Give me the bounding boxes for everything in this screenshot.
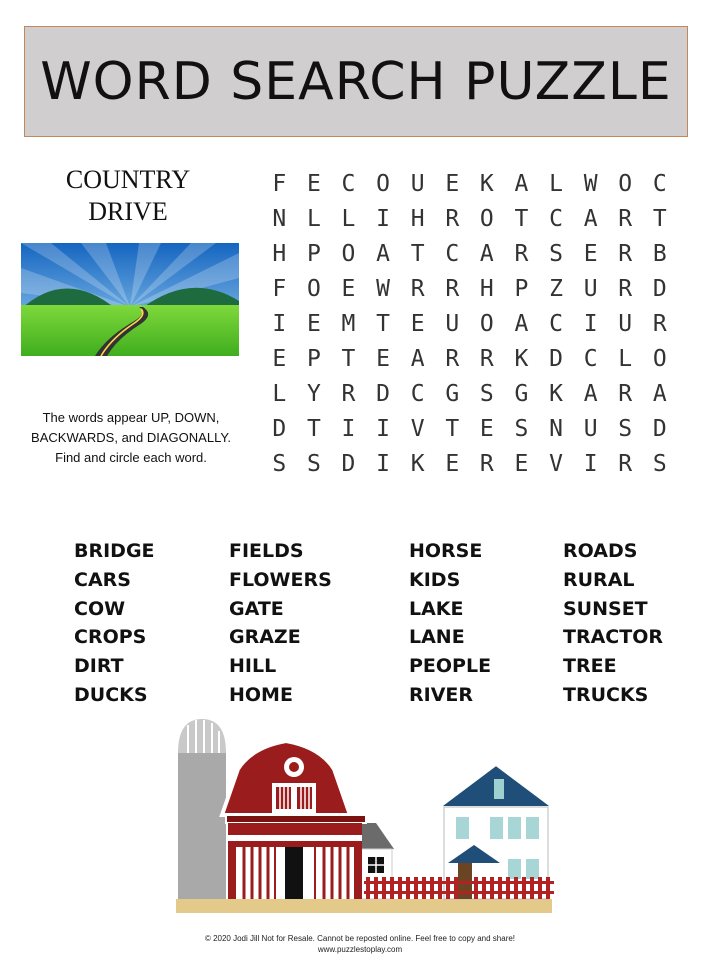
grid-row xyxy=(262,341,677,376)
grid-letter[interactable]: H xyxy=(479,275,494,302)
grid-row xyxy=(262,306,677,341)
ground xyxy=(176,899,552,913)
grid-letter[interactable]: T xyxy=(306,416,321,443)
grid-row xyxy=(262,271,677,306)
grid-letter[interactable]: D xyxy=(341,451,356,478)
search-word: LAKE xyxy=(409,597,464,620)
grid-letter[interactable]: R xyxy=(445,275,460,302)
search-word: HOME xyxy=(229,683,293,706)
grid-letter[interactable]: C xyxy=(583,346,598,373)
grid-letter[interactable]: A xyxy=(652,381,667,408)
grid-letter[interactable]: R xyxy=(514,240,529,267)
grid-letter[interactable]: S xyxy=(652,451,667,478)
grid-letter[interactable]: T xyxy=(341,346,356,373)
grid-letter[interactable]: P xyxy=(306,346,321,373)
search-word: RIVER xyxy=(409,683,474,706)
search-word: HILL xyxy=(229,655,277,678)
grid-letter[interactable]: E xyxy=(376,346,390,373)
grid-letter[interactable]: E xyxy=(583,240,598,267)
grid-letter[interactable]: E xyxy=(272,346,287,373)
grid-letter[interactable]: O xyxy=(652,346,667,373)
grid-letter[interactable]: C xyxy=(445,240,460,267)
grid-letter[interactable]: O xyxy=(341,240,356,267)
grid-row xyxy=(262,201,677,236)
grid-letter[interactable]: T xyxy=(514,205,529,232)
grid-letter[interactable]: U xyxy=(583,275,598,302)
grid-letter[interactable]: R xyxy=(618,205,633,232)
search-word: LANE xyxy=(409,626,465,649)
footer xyxy=(0,933,720,955)
grid-letter[interactable]: W xyxy=(376,275,390,302)
search-word: TRUCKS xyxy=(563,683,649,706)
search-word: PEOPLE xyxy=(409,655,492,678)
grid-letter[interactable]: H xyxy=(410,205,425,232)
grid-letter[interactable]: I xyxy=(341,416,356,443)
grid-letter[interactable]: E xyxy=(479,416,494,443)
grid-letter[interactable]: E xyxy=(445,170,460,197)
grid-letter[interactable]: G xyxy=(514,381,529,408)
title-banner xyxy=(24,26,688,137)
letter-grid xyxy=(262,166,677,482)
grid-letter[interactable]: D xyxy=(272,416,287,443)
search-word: TREE xyxy=(563,655,617,678)
search-word: DIRT xyxy=(74,655,124,678)
country-road-illustration xyxy=(21,243,239,356)
search-word: COW xyxy=(74,597,126,620)
grid-letter[interactable]: A xyxy=(514,170,529,197)
grid-letter[interactable]: V xyxy=(410,416,425,443)
grid-letter[interactable]: S xyxy=(306,451,321,478)
grid-letter[interactable]: E xyxy=(306,310,321,337)
search-word: CROPS xyxy=(74,626,147,649)
grid-letter[interactable]: C xyxy=(549,310,563,337)
grid-letter[interactable]: O xyxy=(479,205,494,232)
grid-letter[interactable]: P xyxy=(514,275,529,302)
grid-letter[interactable]: H xyxy=(272,240,287,267)
grid-row xyxy=(262,412,677,447)
grid-row xyxy=(262,447,677,482)
grid-letter[interactable]: P xyxy=(306,240,321,267)
grid-letter[interactable]: O xyxy=(479,310,494,337)
grid-letter[interactable]: C xyxy=(652,170,667,197)
grid-letter[interactable]: O xyxy=(618,170,633,197)
grid-letter[interactable]: S xyxy=(272,451,287,478)
grid-letter[interactable]: L xyxy=(272,381,287,408)
grid-letter[interactable]: U xyxy=(618,310,633,337)
grid-letter[interactable]: U xyxy=(445,310,460,337)
grid-letter[interactable]: I xyxy=(376,416,390,443)
grid-letter[interactable]: E xyxy=(306,170,321,197)
grid-letter[interactable]: I xyxy=(583,451,598,478)
grid-letter[interactable]: T xyxy=(445,416,460,443)
grid-letter[interactable]: Z xyxy=(549,275,563,302)
silo xyxy=(178,719,226,899)
grid-letter[interactable]: R xyxy=(410,275,425,302)
grid-letter[interactable]: F xyxy=(272,170,287,197)
search-word: FLOWERS xyxy=(229,568,332,591)
word-column xyxy=(74,537,234,710)
grid-letter[interactable]: T xyxy=(652,205,667,232)
grid-letter[interactable]: L xyxy=(549,170,563,197)
grid-letter[interactable]: A xyxy=(583,205,598,232)
grid-letter[interactable]: I xyxy=(376,205,390,232)
grid-letter[interactable]: S xyxy=(479,381,494,408)
grid-letter[interactable]: K xyxy=(514,346,529,373)
grid-letter[interactable]: E xyxy=(514,451,529,478)
grid-letter[interactable]: E xyxy=(410,310,425,337)
grid-letter[interactable]: L xyxy=(341,205,356,232)
search-word: TRACTOR xyxy=(563,626,663,649)
grid-letter[interactable]: N xyxy=(272,205,287,232)
word-column xyxy=(409,537,569,710)
copyright-notice: © 2020 Jodi Jill Not for Resale. Cannot be reposted online. Feel free to copy and share! xyxy=(204,934,516,943)
grid-letter[interactable]: R xyxy=(618,381,633,408)
grid-letter[interactable]: K xyxy=(410,451,425,478)
grid-letter[interactable]: R xyxy=(618,240,633,267)
grid-letter[interactable]: V xyxy=(549,451,563,478)
grid-letter[interactable]: T xyxy=(410,240,425,267)
grid-letter[interactable]: K xyxy=(479,170,494,197)
search-word: GRAZE xyxy=(229,626,301,649)
grid-letter[interactable]: E xyxy=(341,275,356,302)
grid-letter[interactable]: E xyxy=(445,451,460,478)
grid-letter[interactable]: R xyxy=(341,381,356,408)
search-word: GATE xyxy=(229,597,284,620)
grid-letter[interactable]: R xyxy=(445,346,460,373)
search-word: CARS xyxy=(74,568,131,591)
instructions-line-3: Find and circle each word. xyxy=(55,450,207,465)
word-column xyxy=(229,537,389,710)
grid-letter[interactable]: S xyxy=(618,416,633,443)
grid-letter[interactable]: R xyxy=(618,275,633,302)
instructions-line-2: BACKWARDS, and DIAGONALLY. xyxy=(31,430,231,445)
grid-letter[interactable]: O xyxy=(376,170,390,197)
grid-letter[interactable]: I xyxy=(272,310,287,337)
grid-letter[interactable]: M xyxy=(341,310,356,337)
search-word: SUNSET xyxy=(563,597,648,620)
search-word: RURAL xyxy=(563,568,635,591)
search-word: DUCKS xyxy=(74,683,148,706)
grid-letter[interactable]: A xyxy=(376,240,390,267)
theme-line-2: DRIVE xyxy=(88,197,168,226)
puzzle-theme xyxy=(28,164,228,228)
grid-letter[interactable]: A xyxy=(514,310,529,337)
grid-letter[interactable]: R xyxy=(479,346,494,373)
grid-letter[interactable]: R xyxy=(479,451,494,478)
grid-letter[interactable]: F xyxy=(272,275,287,302)
grid-letter[interactable]: D xyxy=(652,416,667,443)
grid-letter[interactable]: S xyxy=(549,240,563,267)
grid-letter[interactable]: C xyxy=(410,381,425,408)
grid-letter[interactable]: B xyxy=(652,240,667,267)
grid-letter[interactable]: I xyxy=(583,310,598,337)
grid-letter[interactable]: L xyxy=(306,205,321,232)
search-word: KIDS xyxy=(409,568,461,591)
grid-letter[interactable]: A xyxy=(583,381,598,408)
grid-letter[interactable]: L xyxy=(618,346,633,373)
grid-letter[interactable]: O xyxy=(306,275,321,302)
search-word: ROADS xyxy=(563,540,638,562)
grid-letter[interactable]: R xyxy=(618,451,633,478)
search-word: FIELDS xyxy=(229,540,304,562)
grid-letter[interactable]: A xyxy=(479,240,494,267)
grid-row xyxy=(262,377,677,412)
theme-line-1: COUNTRY xyxy=(65,165,191,194)
grid-letter[interactable]: U xyxy=(583,416,598,443)
grid-letter[interactable]: Y xyxy=(306,381,321,408)
instructions xyxy=(20,408,242,468)
grid-row xyxy=(262,166,677,201)
website-link[interactable]: www.puzzlestoplay.com xyxy=(317,945,403,954)
grid-letter[interactable]: W xyxy=(583,170,598,197)
grid-letter[interactable]: G xyxy=(445,381,460,408)
instructions-line-1: The words appear UP, DOWN, xyxy=(42,410,220,425)
grid-row xyxy=(262,236,677,271)
search-word: BRIDGE xyxy=(74,540,155,562)
farm-illustration xyxy=(174,717,556,913)
barn xyxy=(222,741,366,899)
grid-letter[interactable]: D xyxy=(549,346,563,373)
grid-letter[interactable]: R xyxy=(445,205,460,232)
page-title: WORD SEARCH PUZZLE xyxy=(40,51,672,112)
grid-letter[interactable]: K xyxy=(549,381,563,408)
grid-letter[interactable]: A xyxy=(410,346,425,373)
word-column xyxy=(563,537,720,710)
grid-letter[interactable]: D xyxy=(652,275,667,302)
grid-letter[interactable]: I xyxy=(376,451,390,478)
grid-letter[interactable]: T xyxy=(376,310,390,337)
grid-letter[interactable]: U xyxy=(410,170,425,197)
grid-letter[interactable]: C xyxy=(341,170,356,197)
grid-letter[interactable]: D xyxy=(376,381,390,408)
grid-letter[interactable]: C xyxy=(549,205,563,232)
grid-letter[interactable]: N xyxy=(549,416,563,443)
grid-letter[interactable]: S xyxy=(514,416,529,443)
grid-letter[interactable]: R xyxy=(652,310,667,337)
search-word: HORSE xyxy=(409,540,483,562)
